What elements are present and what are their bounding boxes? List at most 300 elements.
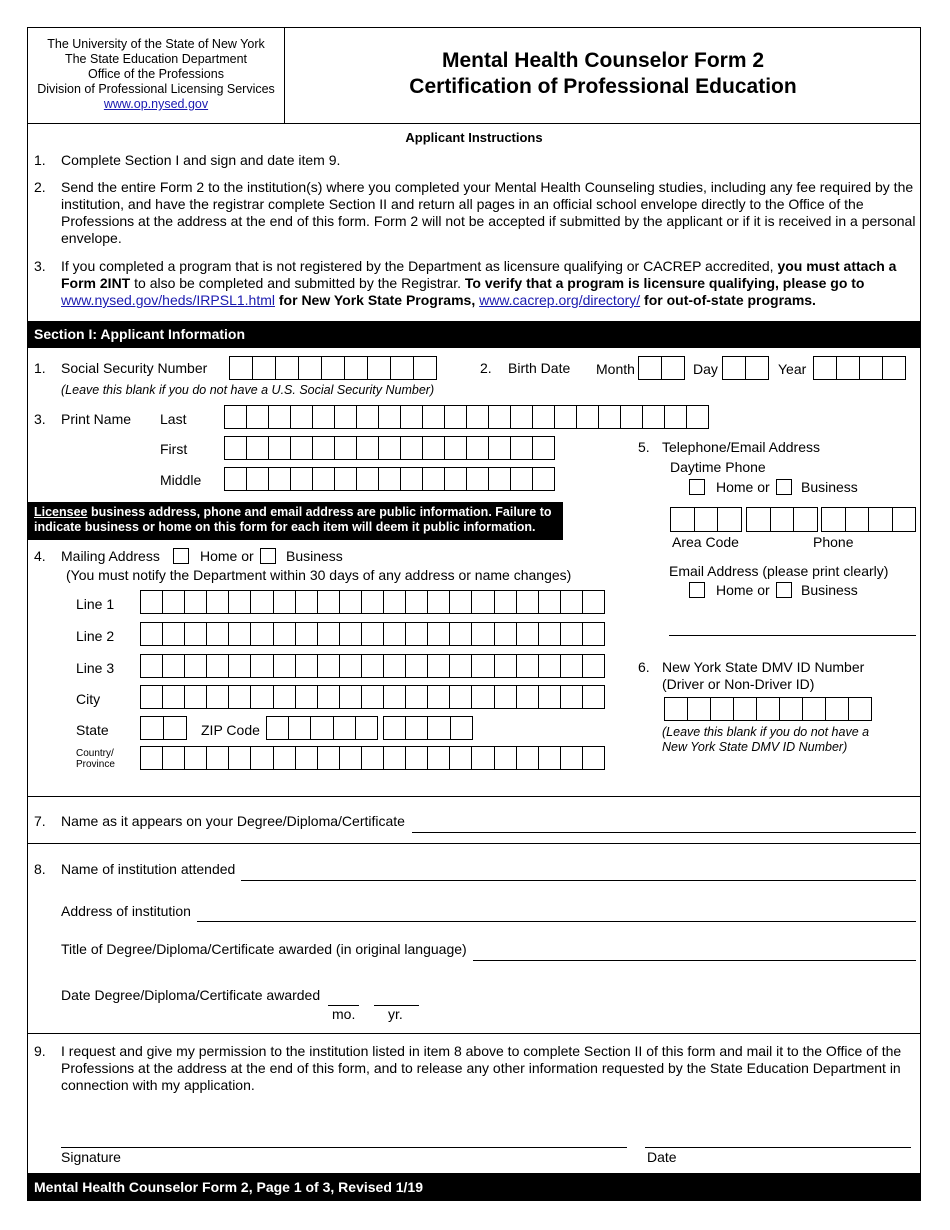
char-cell[interactable] (339, 685, 362, 709)
item-text: Send the entire Form 2 to the institution(s) where you completed your Mental Health Counseling studies, including any fee required by the institution, and have the registrar complete Section II and return all pages in an official school envelope directly to the Office of the Professions at the address at the end of this form. Form 2 will not be accepted if submitted by the applicant or if it is received in a personal envelope. (61, 179, 916, 246)
char-cell[interactable] (554, 405, 577, 429)
irpsl-link[interactable]: www.nysed.gov/heds/IRPSL1.html (61, 292, 275, 308)
char-cell[interactable] (516, 654, 539, 678)
char-cell[interactable] (273, 590, 296, 614)
char-cell[interactable] (532, 467, 555, 491)
email-input[interactable] (669, 635, 916, 636)
month-abbrev-label: mo. (332, 1006, 356, 1022)
char-cell[interactable] (466, 467, 489, 491)
char-cell[interactable] (427, 654, 450, 678)
char-cell[interactable] (516, 622, 539, 646)
agency-block (28, 37, 284, 112)
char-cell[interactable] (356, 436, 379, 460)
char-cell[interactable] (295, 622, 318, 646)
char-cell[interactable] (745, 356, 769, 380)
char-cell[interactable] (361, 590, 384, 614)
char-cell[interactable] (344, 356, 368, 380)
char-cell[interactable] (317, 590, 340, 614)
char-cell[interactable] (228, 685, 251, 709)
line-1-label: Line 1 (76, 596, 115, 612)
zip-input[interactable] (266, 716, 377, 740)
char-cell[interactable] (250, 590, 273, 614)
item-number: 5. (638, 439, 650, 455)
char-cell[interactable] (813, 356, 837, 380)
char-cell[interactable] (687, 697, 711, 721)
char-cell[interactable] (494, 685, 517, 709)
char-cell[interactable] (405, 654, 428, 678)
char-cell[interactable] (383, 685, 406, 709)
institution-address-input[interactable] (197, 921, 916, 922)
ssn-input[interactable] (229, 356, 436, 380)
instruction-item-3 (34, 258, 916, 313)
website-link[interactable]: www.op.nysed.gov (103, 97, 209, 111)
first-name-input[interactable] (224, 436, 554, 460)
degree-title-input[interactable] (473, 960, 916, 961)
char-cell[interactable] (334, 436, 357, 460)
char-cell[interactable] (471, 622, 494, 646)
char-cell[interactable] (339, 622, 362, 646)
char-cell[interactable] (770, 507, 795, 532)
char-cell[interactable] (246, 436, 269, 460)
char-cell[interactable] (661, 356, 685, 380)
char-cell[interactable] (670, 507, 695, 532)
birth-month-input[interactable] (638, 356, 684, 380)
char-cell[interactable] (510, 405, 533, 429)
char-cell[interactable] (378, 436, 401, 460)
char-cell[interactable] (273, 685, 296, 709)
char-cell[interactable] (664, 697, 688, 721)
char-cell[interactable] (821, 507, 846, 532)
area-code-label: Area Code (672, 534, 739, 550)
char-cell[interactable] (444, 405, 467, 429)
char-cell[interactable] (516, 746, 539, 770)
middle-name-input[interactable] (224, 467, 554, 491)
char-cell[interactable] (356, 467, 379, 491)
char-cell[interactable] (295, 654, 318, 678)
last-name-input[interactable] (224, 405, 708, 429)
char-cell[interactable] (825, 697, 849, 721)
char-cell[interactable] (845, 507, 870, 532)
char-cell[interactable] (317, 746, 340, 770)
char-cell[interactable] (140, 746, 163, 770)
char-cell[interactable] (538, 685, 561, 709)
char-cell[interactable] (206, 622, 229, 646)
address-line-1-input[interactable] (140, 590, 604, 614)
char-cell[interactable] (361, 654, 384, 678)
char-cell[interactable] (868, 507, 893, 532)
char-cell[interactable] (427, 622, 450, 646)
char-cell[interactable] (334, 467, 357, 491)
char-cell[interactable] (582, 654, 605, 678)
char-cell[interactable] (295, 685, 318, 709)
char-cell[interactable] (228, 622, 251, 646)
char-cell[interactable] (184, 622, 207, 646)
home-label: Home or (200, 548, 254, 564)
char-cell[interactable] (405, 716, 428, 740)
char-cell[interactable] (268, 405, 291, 429)
char-cell[interactable] (422, 436, 445, 460)
char-cell[interactable] (162, 654, 185, 678)
char-cell[interactable] (422, 467, 445, 491)
char-cell[interactable] (290, 405, 313, 429)
cacrep-link[interactable]: www.cacrep.org/directory/ (479, 292, 641, 308)
char-cell[interactable] (582, 590, 605, 614)
item-number: 8. (34, 861, 46, 877)
char-cell[interactable] (710, 697, 734, 721)
date-input[interactable] (645, 1147, 911, 1148)
char-cell[interactable] (317, 622, 340, 646)
char-cell[interactable] (339, 654, 362, 678)
char-cell[interactable] (310, 716, 333, 740)
char-cell[interactable] (694, 507, 719, 532)
char-cell[interactable] (321, 356, 345, 380)
char-cell[interactable] (140, 685, 163, 709)
char-cell[interactable] (184, 685, 207, 709)
year-label: Year (778, 361, 807, 377)
char-cell[interactable] (378, 467, 401, 491)
char-cell[interactable] (383, 590, 406, 614)
char-cell[interactable] (356, 405, 379, 429)
char-cell[interactable] (582, 685, 605, 709)
char-cell[interactable] (576, 405, 599, 429)
char-cell[interactable] (250, 746, 273, 770)
phone-home-checkbox[interactable] (689, 479, 705, 495)
char-cell[interactable] (793, 507, 818, 532)
institution-name-label: Name of institution attended (61, 861, 236, 877)
mailing-home-checkbox[interactable] (173, 548, 189, 564)
char-cell[interactable] (162, 685, 185, 709)
area-code-input[interactable] (670, 507, 741, 532)
char-cell[interactable] (516, 685, 539, 709)
char-cell[interactable] (298, 356, 322, 380)
char-cell[interactable] (273, 622, 296, 646)
char-cell[interactable] (224, 405, 247, 429)
birth-year-input[interactable] (813, 356, 905, 380)
char-cell[interactable] (471, 590, 494, 614)
char-cell[interactable] (717, 507, 742, 532)
char-cell[interactable] (494, 622, 517, 646)
instruction-item-1 (34, 152, 916, 170)
char-cell[interactable] (383, 716, 406, 740)
header-rule (27, 123, 921, 124)
signature-label: Signature (61, 1149, 121, 1165)
char-cell[interactable] (275, 356, 299, 380)
char-cell[interactable] (532, 405, 555, 429)
char-cell[interactable] (224, 467, 247, 491)
char-cell[interactable] (140, 590, 163, 614)
char-cell[interactable] (538, 654, 561, 678)
char-cell[interactable] (361, 685, 384, 709)
char-cell[interactable] (246, 467, 269, 491)
char-cell[interactable] (427, 590, 450, 614)
char-cell[interactable] (140, 622, 163, 646)
char-cell[interactable] (427, 746, 450, 770)
char-cell[interactable] (449, 685, 472, 709)
email-home-checkbox[interactable] (689, 582, 705, 598)
item-number: 3. (34, 411, 46, 427)
email-business-checkbox[interactable] (776, 582, 792, 598)
char-cell[interactable] (184, 590, 207, 614)
char-cell[interactable] (355, 716, 378, 740)
country-input[interactable] (140, 746, 604, 770)
item-number: 9. (34, 1043, 46, 1059)
last-name-label: Last (160, 411, 187, 427)
char-cell[interactable] (206, 685, 229, 709)
char-cell[interactable] (266, 716, 289, 740)
char-cell[interactable] (538, 622, 561, 646)
ssn-label: Social Security Number (61, 360, 208, 376)
char-cell[interactable] (288, 716, 311, 740)
dmv-note: (Leave this blank if you do not have a (662, 725, 870, 739)
char-cell[interactable] (383, 746, 406, 770)
char-cell[interactable] (250, 622, 273, 646)
char-cell[interactable] (746, 507, 771, 532)
char-cell[interactable] (664, 405, 687, 429)
char-cell[interactable] (449, 622, 472, 646)
char-cell[interactable] (184, 746, 207, 770)
mailing-address-label: Mailing Address (61, 548, 160, 564)
address-line-3-input[interactable] (140, 654, 604, 678)
char-cell[interactable] (405, 685, 428, 709)
char-cell[interactable] (273, 746, 296, 770)
char-cell[interactable] (532, 436, 555, 460)
char-cell[interactable] (444, 436, 467, 460)
char-cell[interactable] (722, 356, 746, 380)
char-cell[interactable] (273, 654, 296, 678)
title-line-2: Certification of Professional Education (409, 75, 797, 98)
char-cell[interactable] (339, 590, 362, 614)
char-cell[interactable] (383, 622, 406, 646)
char-cell[interactable] (206, 746, 229, 770)
char-cell[interactable] (252, 356, 276, 380)
char-cell[interactable] (582, 746, 605, 770)
item-number: 7. (34, 813, 46, 829)
business-label: Business (286, 548, 343, 564)
char-cell[interactable] (378, 405, 401, 429)
char-cell[interactable] (206, 590, 229, 614)
degree-name-label: Name as it appears on your Degree/Diploma/Certificate (61, 813, 405, 829)
char-cell[interactable] (494, 654, 517, 678)
char-cell[interactable] (538, 746, 561, 770)
char-cell[interactable] (560, 746, 583, 770)
char-cell[interactable] (405, 590, 428, 614)
char-cell[interactable] (836, 356, 860, 380)
item-number: 2. (480, 360, 492, 376)
char-cell[interactable] (892, 507, 917, 532)
char-cell[interactable] (560, 685, 583, 709)
line-3-label: Line 3 (76, 660, 115, 676)
char-cell[interactable] (560, 622, 583, 646)
char-cell[interactable] (494, 746, 517, 770)
char-cell[interactable] (620, 405, 643, 429)
birth-day-input[interactable] (722, 356, 768, 380)
first-name-label: First (160, 441, 188, 457)
char-cell[interactable] (246, 405, 269, 429)
section-1-header: Section I: Applicant Information (28, 321, 920, 348)
char-cell[interactable] (184, 654, 207, 678)
char-cell[interactable] (560, 654, 583, 678)
char-cell[interactable] (383, 654, 406, 678)
date-label: Date (647, 1149, 677, 1165)
char-cell[interactable] (471, 746, 494, 770)
daytime-phone-label: Daytime Phone (670, 459, 766, 475)
char-cell[interactable] (488, 467, 511, 491)
char-cell[interactable] (334, 405, 357, 429)
agency-line: The State Education Department (64, 52, 248, 66)
char-cell[interactable] (295, 590, 318, 614)
char-cell[interactable] (228, 746, 251, 770)
char-cell[interactable] (290, 467, 313, 491)
dmv-label: New York State DMV ID Number (662, 659, 865, 675)
year-abbrev-label: yr. (388, 1006, 403, 1022)
char-cell[interactable] (312, 405, 335, 429)
char-cell[interactable] (295, 746, 318, 770)
instructions-heading: Applicant Instructions (405, 130, 543, 145)
char-cell[interactable] (598, 405, 621, 429)
dmv-id-input[interactable] (664, 697, 871, 721)
char-cell[interactable] (471, 685, 494, 709)
char-cell[interactable] (333, 716, 356, 740)
char-cell[interactable] (779, 697, 803, 721)
char-cell[interactable] (494, 590, 517, 614)
home-label: Home or (716, 479, 770, 495)
phone-business-checkbox[interactable] (776, 479, 792, 495)
char-cell[interactable] (162, 622, 185, 646)
agency-line: Office of the Professions (88, 67, 224, 81)
char-cell[interactable] (510, 467, 533, 491)
char-cell[interactable] (367, 356, 391, 380)
char-cell[interactable] (449, 746, 472, 770)
char-cell[interactable] (162, 746, 185, 770)
phone-line-input[interactable] (821, 507, 915, 532)
divider (27, 843, 921, 844)
char-cell[interactable] (638, 356, 662, 380)
permission-item (34, 1043, 916, 1095)
business-label: Business (801, 479, 858, 495)
char-cell[interactable] (339, 746, 362, 770)
day-label: Day (693, 361, 718, 377)
char-cell[interactable] (250, 685, 273, 709)
char-cell[interactable] (317, 685, 340, 709)
char-cell[interactable] (400, 436, 423, 460)
char-cell[interactable] (449, 654, 472, 678)
char-cell[interactable] (361, 622, 384, 646)
char-cell[interactable] (859, 356, 883, 380)
char-cell[interactable] (510, 436, 533, 460)
char-cell[interactable] (290, 436, 313, 460)
char-cell[interactable] (582, 622, 605, 646)
char-cell[interactable] (733, 697, 757, 721)
char-cell[interactable] (228, 654, 251, 678)
char-cell[interactable] (268, 467, 291, 491)
birth-date-label: Birth Date (508, 360, 571, 376)
ssn-note: (Leave this blank if you do not have a U.S. Social Security Number) (61, 383, 435, 397)
char-cell[interactable] (882, 356, 906, 380)
country-label: Country/ (76, 748, 114, 759)
char-cell[interactable] (140, 716, 164, 740)
char-cell[interactable] (560, 590, 583, 614)
char-cell[interactable] (848, 697, 872, 721)
char-cell[interactable] (642, 405, 665, 429)
item-number: 1. (34, 152, 46, 168)
divider (27, 796, 921, 797)
char-cell[interactable] (449, 590, 472, 614)
char-cell[interactable] (400, 405, 423, 429)
char-cell[interactable] (488, 405, 511, 429)
divider (27, 1033, 921, 1034)
zip-label: ZIP Code (201, 722, 260, 738)
char-cell[interactable] (140, 654, 163, 678)
address-change-note: (You must notify the Department within 30 days of any address or name changes) (66, 567, 572, 583)
print-name-label: Print Name (61, 411, 132, 427)
char-cell[interactable] (229, 356, 253, 380)
city-input[interactable] (140, 685, 604, 709)
char-cell[interactable] (686, 405, 709, 429)
state-input[interactable] (140, 716, 186, 740)
signature-input[interactable] (61, 1147, 627, 1148)
mailing-business-checkbox[interactable] (260, 548, 276, 564)
char-cell[interactable] (405, 746, 428, 770)
char-cell[interactable] (312, 436, 335, 460)
char-cell[interactable] (361, 746, 384, 770)
char-cell[interactable] (405, 622, 428, 646)
degree-name-input[interactable] (412, 832, 916, 833)
char-cell[interactable] (224, 436, 247, 460)
agency-line: Division of Professional Licensing Services (37, 82, 275, 96)
state-label: State (76, 722, 109, 738)
char-cell[interactable] (390, 356, 414, 380)
char-cell[interactable] (466, 436, 489, 460)
char-cell[interactable] (250, 654, 273, 678)
instruction-item-2 (34, 179, 916, 249)
char-cell[interactable] (516, 590, 539, 614)
char-cell[interactable] (206, 654, 229, 678)
char-cell[interactable] (488, 436, 511, 460)
char-cell[interactable] (802, 697, 826, 721)
zip-plus4-input[interactable] (383, 716, 472, 740)
char-cell[interactable] (228, 590, 251, 614)
email-label: Email Address (please print clearly) (669, 563, 889, 579)
award-date-label: Date Degree/Diploma/Certificate awarded (61, 987, 321, 1003)
province-label: Province (76, 759, 115, 770)
month-label: Month (596, 361, 635, 377)
char-cell[interactable] (312, 467, 335, 491)
char-cell[interactable] (413, 356, 437, 380)
char-cell[interactable] (427, 685, 450, 709)
char-cell[interactable] (268, 436, 291, 460)
char-cell[interactable] (538, 590, 561, 614)
char-cell[interactable] (162, 590, 185, 614)
char-cell[interactable] (400, 467, 423, 491)
char-cell[interactable] (471, 654, 494, 678)
char-cell[interactable] (450, 716, 473, 740)
telephone-email-label: Telephone/Email Address (662, 439, 820, 455)
phone-prefix-input[interactable] (746, 507, 817, 532)
home-label: Home or (716, 582, 770, 598)
char-cell[interactable] (317, 654, 340, 678)
agency-line: The University of the State of New York (47, 37, 265, 51)
char-cell[interactable] (466, 405, 489, 429)
char-cell[interactable] (163, 716, 187, 740)
char-cell[interactable] (427, 716, 450, 740)
char-cell[interactable] (756, 697, 780, 721)
address-line-2-input[interactable] (140, 622, 604, 646)
item-text: If you completed a program that is not registered by the Department as licensure qualifying or CACREP accredited, you must attach a Form 2INT to also be completed and submitted by the Registrar. To verify that a program is licensure qualifying, please go to www.nysed.gov/heds/IRPSL1.html for New York State Programs, www.cacrep.org/directory/ for out-of-state programs. (61, 258, 897, 308)
char-cell[interactable] (422, 405, 445, 429)
institution-name-input[interactable] (241, 880, 916, 881)
permission-text: I request and give my permission to the institution listed in item 8 above to complete Section II of this form and mail it to the Office of the Professions at the address at the end of this form, and to release any other information requested by the State Education Department in connection with my application. (61, 1043, 902, 1093)
char-cell[interactable] (444, 467, 467, 491)
